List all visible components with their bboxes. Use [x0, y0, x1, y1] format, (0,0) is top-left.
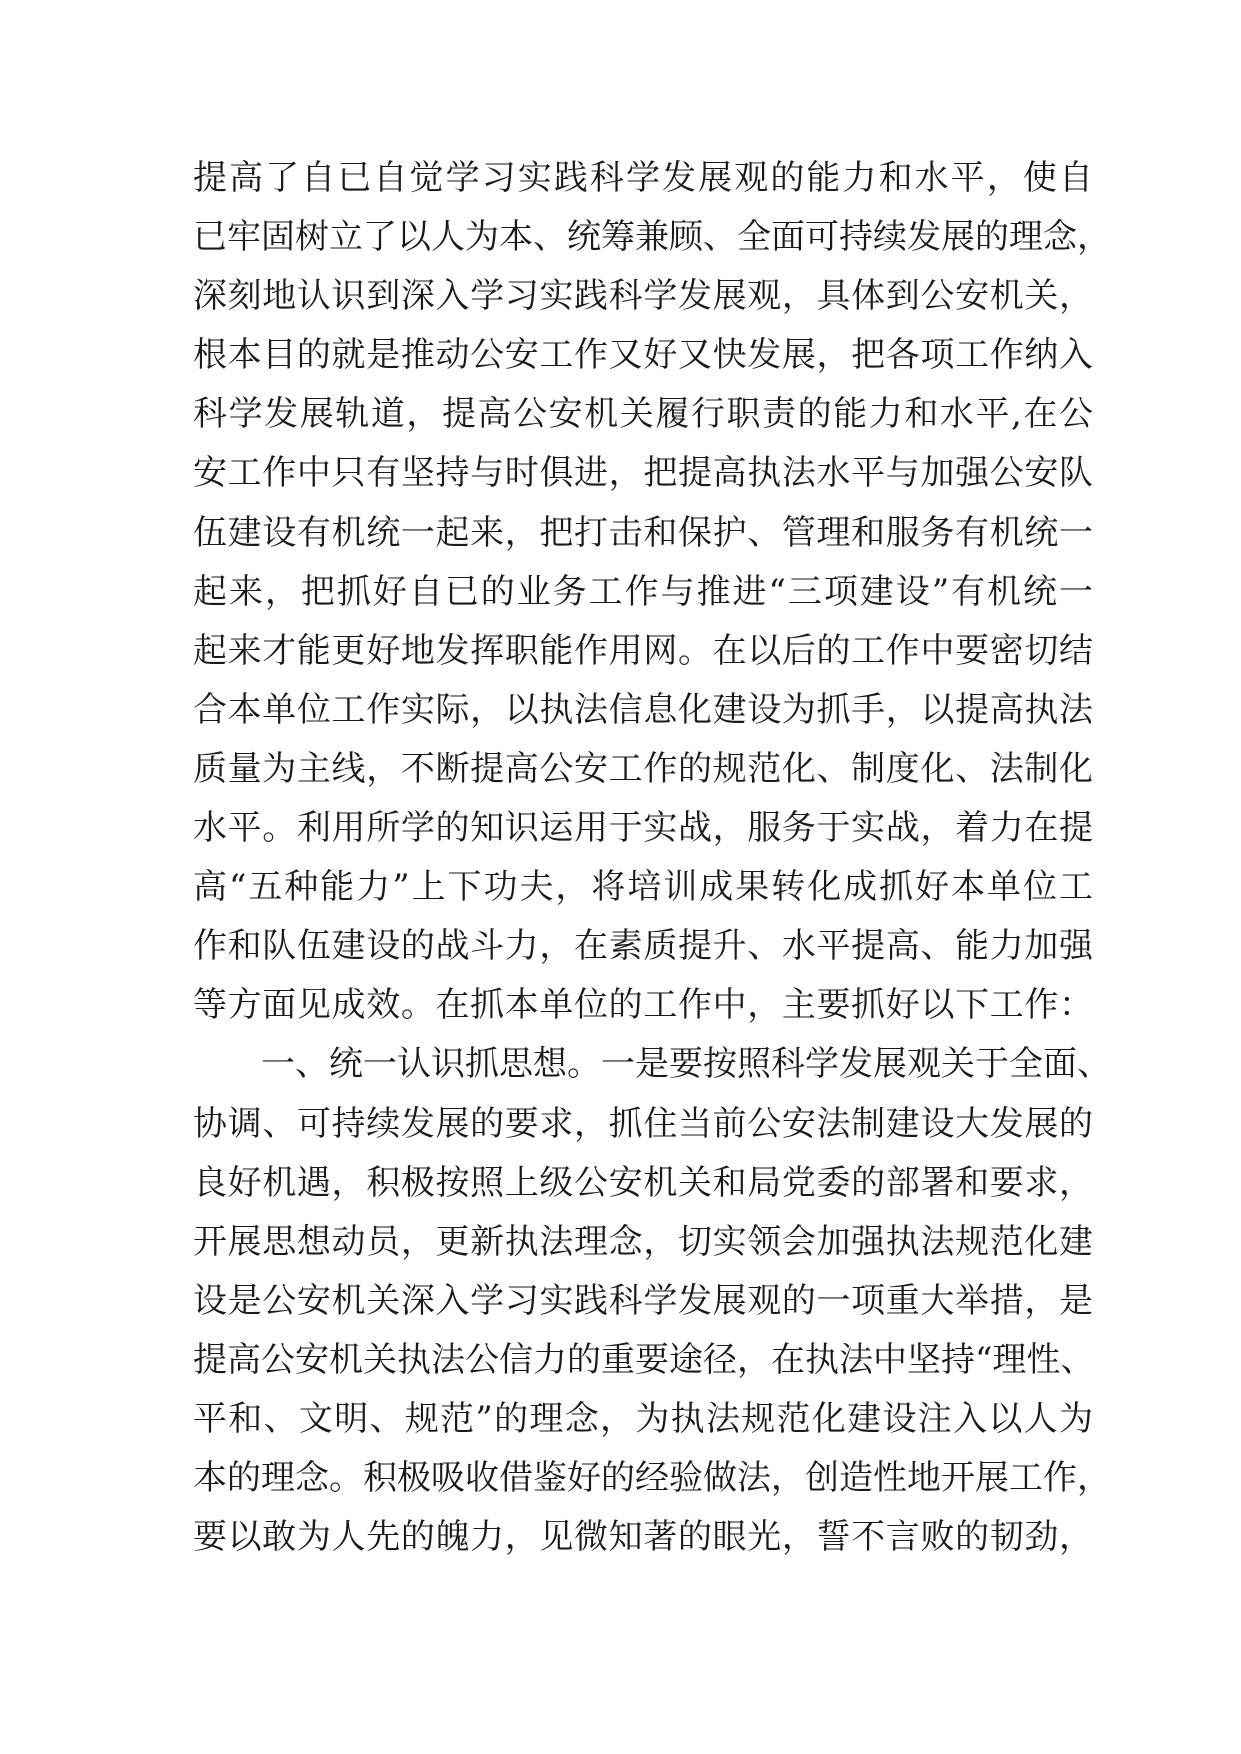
body-text	[193, 158, 1111, 1576]
text-line: 水平。利用所学的知识运用于实战，服务于实战，着力在提	[193, 808, 1093, 849]
text-line: 合本单位工作实际，以执法信息化建设为抓手，以提高执法	[193, 689, 1093, 730]
text-line: 伍建设有机统一起来，把打击和保护、管理和服务有机统一	[193, 512, 1093, 553]
section-heading-line: 一、统一认识抓思想。一是要按照科学发展观关于全面、	[261, 1044, 1111, 1085]
text-line: 科学发展轨道，提高公安机关履行职责的能力和水平,在公	[193, 394, 1093, 435]
text-line: 根本目的就是推动公安工作又好又快发展，把各项工作纳入	[193, 335, 1093, 376]
text-line: 深刻地认识到深入学习实践科学发展观，具体到公安机关，	[193, 276, 1093, 317]
text-line: 已牢固树立了以人为本、统筹兼顾、全面可持续发展的理念，	[193, 217, 1111, 258]
text-line: 良好机遇，积极按照上级公安机关和局党委的部署和要求，	[193, 1162, 1093, 1203]
text-line: 提高了自已自觉学习实践科学发展观的能力和水平，使自	[193, 158, 1093, 198]
text-line: 开展思想动员，更新执法理念，切实领会加强执法规范化建	[193, 1221, 1093, 1262]
text-line: 质量为主线，不断提高公安工作的规范化、制度化、法制化	[193, 748, 1093, 789]
text-line: 起来，把抓好自已的业务工作与推进“三项建设”有机统一	[193, 571, 1093, 612]
text-line: 提高公安机关执法公信力的重要途径，在执法中坚持“理性、	[193, 1339, 1095, 1380]
text-line: 协调、可持续发展的要求，抓住当前公安法制建设大发展的	[193, 1103, 1093, 1144]
text-line: 设是公安机关深入学习实践科学发展观的一项重大举措，是	[193, 1280, 1093, 1321]
text-line: 高“五种能力”上下功夫，将培训成果转化成抓好本单位工	[193, 867, 1093, 908]
text-line: 起来才能更好地发挥职能作用网。在以后的工作中要密切结	[193, 630, 1093, 671]
text-line: 本的理念。积极吸收借鉴好的经验做法，创造性地开展工作，	[193, 1458, 1111, 1499]
text-line: 作和队伍建设的战斗力，在素质提升、水平提高、能力加强	[193, 926, 1093, 967]
text-line: 等方面见成效。在抓本单位的工作中，主要抓好以下工作：	[193, 985, 1093, 1026]
text-line: 安工作中只有坚持与时俱进，把提高执法水平与加强公安队	[193, 453, 1093, 494]
text-line: 平和、文明、规范”的理念，为执法规范化建设注入以人为	[193, 1398, 1093, 1439]
text-line: 要以敢为人先的魄力，见微知著的眼光，誓不言败的韧劲，	[193, 1517, 1093, 1558]
